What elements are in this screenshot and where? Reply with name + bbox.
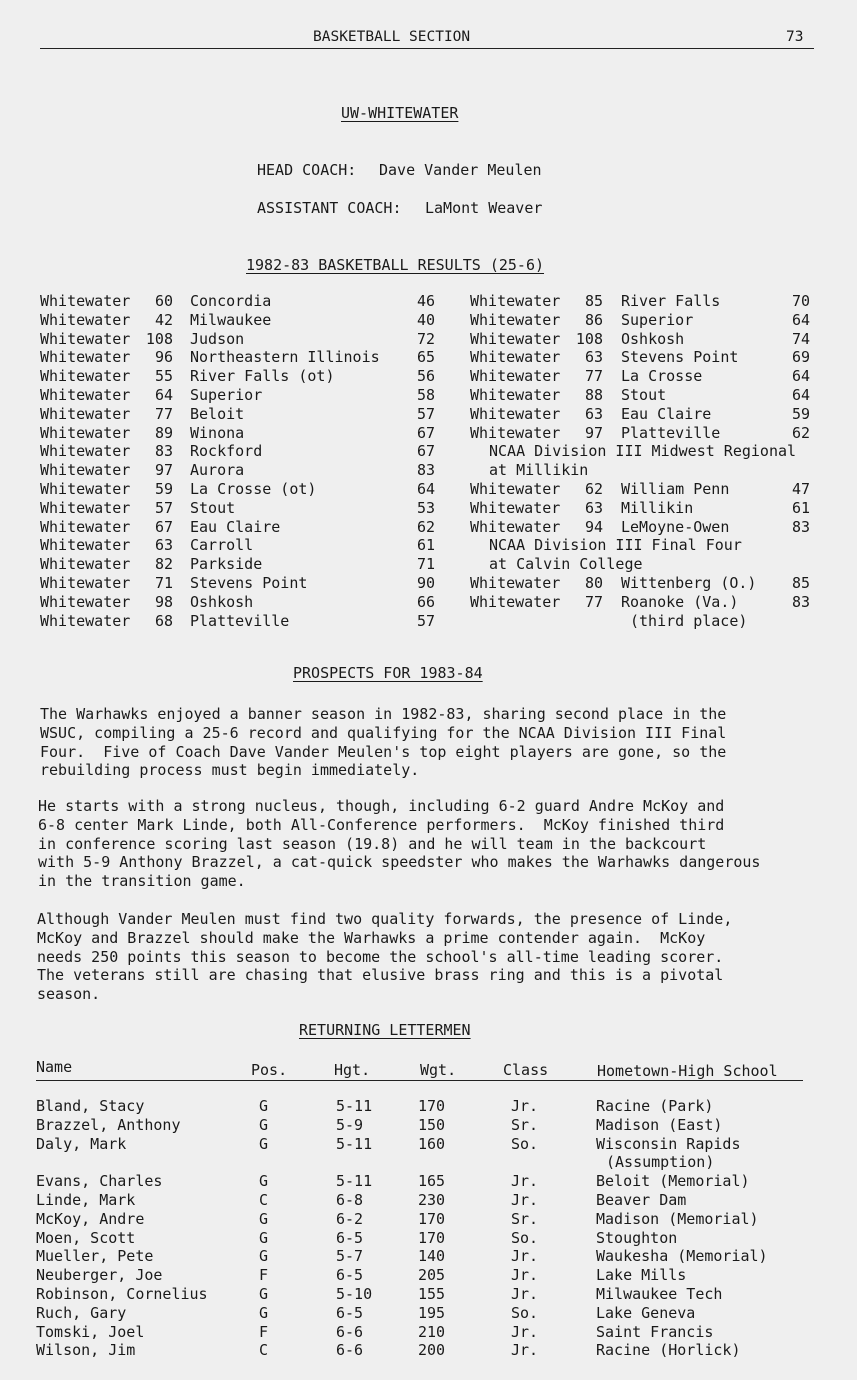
result-opponent-score: 83 (791, 517, 810, 536)
result-team: Whitewater (40, 592, 131, 611)
assistant-coach-label: ASSISTANT COACH: (257, 199, 402, 217)
column-header: Hometown-High School (597, 1062, 778, 1080)
school-title: UW-WHITEWATER (341, 104, 459, 122)
result-team: Whitewater (40, 480, 131, 498)
result-opponent: Judson (190, 329, 245, 348)
result-opponent: Platteville (621, 423, 721, 442)
result-opponent-score: 83 (791, 592, 810, 611)
result-team: Whitewater (470, 386, 561, 404)
table-cell: Jr. (511, 1191, 539, 1209)
result-opponent: River Falls (ot) (190, 367, 335, 386)
result-opponent-score: 64 (791, 367, 810, 386)
table-cell: Neuberger, Joe (36, 1266, 163, 1285)
table-cell: Lake Mills (596, 1266, 687, 1285)
result-opponent-score: 64 (791, 310, 810, 329)
result-opponent: Roanoke (Va.) (621, 592, 739, 611)
result-opponent: Millikin (621, 498, 694, 517)
result-opponent: La Crosse (621, 367, 703, 386)
table-cell: Brazzel, Anthony (36, 1115, 181, 1134)
result-opponent-score: 71 (416, 555, 435, 574)
table-cell: Jr. (511, 1172, 539, 1191)
result-opponent: Rockford (190, 442, 263, 461)
result-score: 68 (154, 611, 173, 630)
result-score: 71 (154, 574, 173, 592)
table-cell: C (259, 1191, 269, 1209)
result-score: 77 (584, 367, 603, 386)
table-cell: 6-5 (336, 1266, 364, 1285)
result-team: Whitewater (470, 517, 561, 536)
table-cell: 170 (418, 1228, 446, 1247)
table-cell: (Assumption) (606, 1153, 715, 1172)
result-score: 63 (584, 348, 603, 367)
result-opponent: Winona (190, 423, 245, 442)
result-score: 42 (154, 310, 173, 329)
result-team: Whitewater (40, 310, 131, 329)
table-cell: So. (511, 1134, 539, 1153)
result-team: Whitewater (470, 367, 561, 386)
result-opponent: La Crosse (ot) (190, 480, 317, 498)
table-cell: 5-11 (336, 1097, 373, 1115)
result-score: 62 (584, 480, 603, 498)
table-cell: 5-11 (336, 1172, 373, 1191)
table-cell: 6-6 (336, 1341, 364, 1360)
result-opponent-score: 83 (416, 461, 435, 480)
result-opponent-score: 61 (791, 498, 810, 517)
table-cell: 170 (418, 1097, 446, 1115)
result-team: Whitewater (40, 292, 131, 310)
result-opponent-score: 70 (791, 292, 810, 310)
table-cell: G (259, 1228, 269, 1247)
result-opponent-score: 74 (791, 329, 810, 348)
table-cell: Madison (East) (596, 1115, 723, 1134)
result-team: Whitewater (40, 329, 131, 348)
table-cell: Wilson, Jim (36, 1341, 136, 1360)
header-rule (40, 48, 814, 49)
table-cell: Racine (Park) (596, 1097, 714, 1115)
result-opponent-score: 65 (416, 348, 435, 367)
result-team: Whitewater (40, 555, 131, 574)
result-score: 63 (154, 536, 173, 555)
result-score: 85 (584, 292, 603, 310)
result-opponent: Concordia (190, 292, 272, 310)
result-team: Whitewater (40, 348, 131, 367)
result-opponent: River Falls (621, 292, 721, 310)
result-team: Whitewater (40, 442, 131, 461)
table-cell: G (259, 1285, 269, 1303)
table-cell: G (259, 1134, 269, 1153)
result-note: NCAA Division III Final Four (489, 536, 742, 555)
table-cell: Evans, Charles (36, 1172, 163, 1191)
result-opponent-score: 67 (416, 423, 435, 442)
table-cell: Waukesha (Memorial) (596, 1247, 768, 1266)
table-cell: F (259, 1266, 269, 1285)
result-opponent: Parkside (190, 555, 263, 574)
result-score: 97 (154, 461, 173, 480)
table-cell: 6-6 (336, 1322, 364, 1341)
table-cell: 210 (418, 1322, 446, 1341)
table-cell: 200 (418, 1341, 446, 1360)
result-opponent: Beloit (190, 404, 245, 423)
result-team: Whitewater (40, 423, 131, 442)
result-score: 77 (154, 404, 173, 423)
table-cell: So. (511, 1228, 539, 1247)
prospects-paragraph-3: Although Vander Meulen must find two quality forwards, the presence of Linde, McKoy and Brazzel should make the Warhawks a prime contender again. McKoy needs 250 points this season to become the school's all-time leading scorer. The veterans still are chasing that elusive brass ring and this is a pivotal season. (37, 910, 733, 1004)
table-cell: G (259, 1303, 269, 1322)
result-opponent-score: 64 (416, 480, 435, 498)
table-cell: Jr. (511, 1097, 539, 1115)
table-cell: 6-2 (336, 1209, 364, 1228)
table-cell: G (259, 1209, 269, 1228)
result-team: Whitewater (470, 348, 561, 367)
result-opponent-score: 62 (416, 517, 435, 536)
table-cell: Ruch, Gary (36, 1303, 127, 1322)
table-cell: Linde, Mark (36, 1191, 136, 1209)
table-cell: Tomski, Joel (36, 1322, 145, 1341)
result-opponent-score: 66 (416, 592, 435, 611)
table-cell: So. (511, 1303, 539, 1322)
result-opponent-score: 72 (416, 329, 435, 348)
result-opponent: Superior (621, 310, 694, 329)
table-cell: Milwaukee Tech (596, 1285, 723, 1303)
table-cell: 6-5 (336, 1303, 364, 1322)
result-opponent-score: 59 (791, 404, 810, 423)
table-cell: G (259, 1172, 269, 1191)
column-header: Hgt. (334, 1061, 371, 1079)
result-score: 88 (584, 386, 603, 404)
result-opponent-score: 58 (416, 386, 435, 404)
result-opponent: Eau Claire (621, 404, 712, 423)
section-title: BASKETBALL SECTION (313, 29, 471, 45)
table-cell: Wisconsin Rapids (596, 1134, 741, 1153)
result-team: Whitewater (470, 480, 561, 498)
result-team: Whitewater (470, 329, 561, 348)
table-cell: Beaver Dam (596, 1191, 687, 1209)
result-opponent: Superior (190, 386, 263, 404)
result-score: 67 (154, 517, 173, 536)
result-opponent-score: 47 (791, 480, 810, 498)
result-opponent: Platteville (190, 611, 290, 630)
result-score: 83 (154, 442, 173, 461)
column-header: Class (503, 1061, 549, 1079)
result-team: Whitewater (40, 536, 131, 555)
result-opponent-score: 56 (416, 367, 435, 386)
prospects-paragraph-2: He starts with a strong nucleus, though, including 6-2 guard Andre McKoy and 6-8 center Mark Linde, both All-Conference performers. McKoy finished third in conference scoring last season (19.8) and he will team in the backcourt with 5-9 Anthony Brazzel, a cat-quick speedster who makes the Warhawks dangerous in the transition game. (38, 797, 761, 891)
result-score: 55 (154, 367, 173, 386)
result-team: Whitewater (40, 517, 131, 536)
result-opponent-score: 90 (416, 574, 435, 592)
result-opponent-score: 61 (416, 536, 435, 555)
result-opponent-score: 46 (416, 292, 435, 310)
table-cell: Bland, Stacy (36, 1097, 145, 1115)
column-header: Wgt. (420, 1061, 457, 1079)
page-number: 73 (786, 29, 804, 45)
result-opponent: Stout (621, 386, 667, 404)
column-header: Pos. (251, 1061, 288, 1079)
table-cell: Lake Geneva (596, 1303, 696, 1322)
result-score: 63 (584, 498, 603, 517)
result-opponent: Northeastern Illinois (190, 348, 380, 367)
table-cell: Moen, Scott (36, 1228, 136, 1247)
head-coach-name: Dave Vander Meulen (379, 161, 542, 179)
result-note: at Millikin (489, 461, 589, 480)
table-cell: 5-7 (336, 1247, 364, 1266)
table-cell: 195 (418, 1303, 446, 1322)
prospects-paragraph-1: The Warhawks enjoyed a banner season in 1982-83, sharing second place in the WSUC, compiling a 25-6 record and qualifying for the NCAA Division III Final Four. Five of Coach Dave Vander Meulen's top eight players are gone, so the rebuilding process must begin immediately. (40, 705, 727, 780)
column-header: Name (36, 1058, 73, 1076)
table-cell: 230 (418, 1191, 446, 1209)
result-opponent: Aurora (190, 461, 245, 480)
result-score: 96 (154, 348, 173, 367)
result-team: Whitewater (470, 310, 561, 329)
result-score: 77 (584, 592, 603, 611)
table-cell: Jr. (511, 1247, 539, 1266)
result-team: Whitewater (40, 367, 131, 386)
result-opponent: Eau Claire (190, 517, 281, 536)
table-cell: Daly, Mark (36, 1134, 127, 1153)
lettermen-title: RETURNING LETTERMEN (299, 1021, 471, 1039)
result-team: Whitewater (470, 423, 561, 442)
table-cell: Mueller, Pete (36, 1247, 154, 1266)
result-opponent: Oshkosh (190, 592, 254, 611)
result-opponent: Wittenberg (O.) (621, 574, 757, 592)
result-score: 63 (584, 404, 603, 423)
result-note: at Calvin College (489, 555, 643, 574)
table-cell: McKoy, Andre (36, 1209, 145, 1228)
result-opponent: Stevens Point (190, 574, 308, 592)
result-score: 60 (154, 292, 173, 310)
result-opponent: Milwaukee (190, 310, 272, 329)
result-team: Whitewater (40, 611, 131, 630)
table-cell: G (259, 1097, 269, 1115)
result-team: Whitewater (470, 292, 561, 310)
result-team: Whitewater (470, 498, 561, 517)
table-cell: 155 (418, 1285, 446, 1303)
result-team: Whitewater (40, 461, 131, 480)
table-cell: 6-8 (336, 1191, 364, 1209)
result-opponent-score: 67 (416, 442, 435, 461)
result-opponent: LeMoyne-Owen (621, 517, 730, 536)
result-opponent-score: 64 (791, 386, 810, 404)
result-opponent: William Penn (621, 480, 730, 498)
table-cell: Beloit (Memorial) (596, 1172, 750, 1191)
table-cell: G (259, 1247, 269, 1266)
result-score: 86 (584, 310, 603, 329)
table-cell: 205 (418, 1266, 446, 1285)
result-team: Whitewater (40, 386, 131, 404)
table-cell: Robinson, Cornelius (36, 1285, 208, 1303)
prospects-title: PROSPECTS FOR 1983-84 (293, 664, 483, 682)
table-cell: 5-9 (336, 1115, 364, 1134)
table-cell: Sr. (511, 1209, 539, 1228)
result-score: 108 (145, 329, 173, 348)
result-score: 80 (584, 574, 603, 592)
table-cell: C (259, 1341, 269, 1360)
table-cell: 165 (418, 1172, 446, 1191)
result-opponent: Stevens Point (621, 348, 739, 367)
lettermen-header-rule (36, 1080, 803, 1081)
table-cell: Madison (Memorial) (596, 1209, 759, 1228)
table-cell: Racine (Horlick) (596, 1341, 741, 1360)
result-opponent-score: 62 (791, 423, 810, 442)
results-title: 1982-83 BASKETBALL RESULTS (25-6) (246, 256, 545, 274)
table-cell: 140 (418, 1247, 446, 1266)
result-score: 94 (584, 517, 603, 536)
table-cell: 5-11 (336, 1134, 373, 1153)
result-score: 108 (575, 329, 603, 348)
result-score: 82 (154, 555, 173, 574)
result-score: 64 (154, 386, 173, 404)
result-opponent-score: 53 (416, 498, 435, 517)
result-opponent: Oshkosh (621, 329, 685, 348)
result-score: 97 (584, 423, 603, 442)
result-team: Whitewater (470, 404, 561, 423)
result-team: Whitewater (40, 404, 131, 423)
result-score: 89 (154, 423, 173, 442)
table-cell: 150 (418, 1115, 446, 1134)
result-team: Whitewater (470, 592, 561, 611)
result-opponent-score: 40 (416, 310, 435, 329)
result-score: 59 (154, 480, 173, 498)
table-cell: Saint Francis (596, 1322, 714, 1341)
result-score: 98 (154, 592, 173, 611)
head-coach-label: HEAD COACH: (257, 161, 357, 179)
table-cell: 170 (418, 1209, 446, 1228)
result-note: (third place) (630, 611, 748, 630)
table-cell: G (259, 1115, 269, 1134)
result-score: 57 (154, 498, 173, 517)
result-team: Whitewater (40, 574, 131, 592)
table-cell: 5-10 (336, 1285, 373, 1303)
result-opponent-score: 57 (416, 611, 435, 630)
result-opponent: Carroll (190, 536, 254, 555)
result-team: Whitewater (470, 574, 561, 592)
table-cell: 160 (418, 1134, 446, 1153)
result-opponent-score: 57 (416, 404, 435, 423)
table-cell: 6-5 (336, 1228, 364, 1247)
table-cell: Jr. (511, 1322, 539, 1341)
table-cell: Jr. (511, 1341, 539, 1360)
assistant-coach-name: LaMont Weaver (425, 199, 543, 217)
result-opponent-score: 85 (791, 574, 810, 592)
table-cell: F (259, 1322, 269, 1341)
table-cell: Jr. (511, 1285, 539, 1303)
result-opponent: Stout (190, 498, 236, 517)
table-cell: Sr. (511, 1115, 539, 1134)
table-cell: Jr. (511, 1266, 539, 1285)
result-note: NCAA Division III Midwest Regional (489, 442, 797, 461)
result-opponent-score: 69 (791, 348, 810, 367)
table-cell: Stoughton (596, 1228, 678, 1247)
result-team: Whitewater (40, 498, 131, 517)
